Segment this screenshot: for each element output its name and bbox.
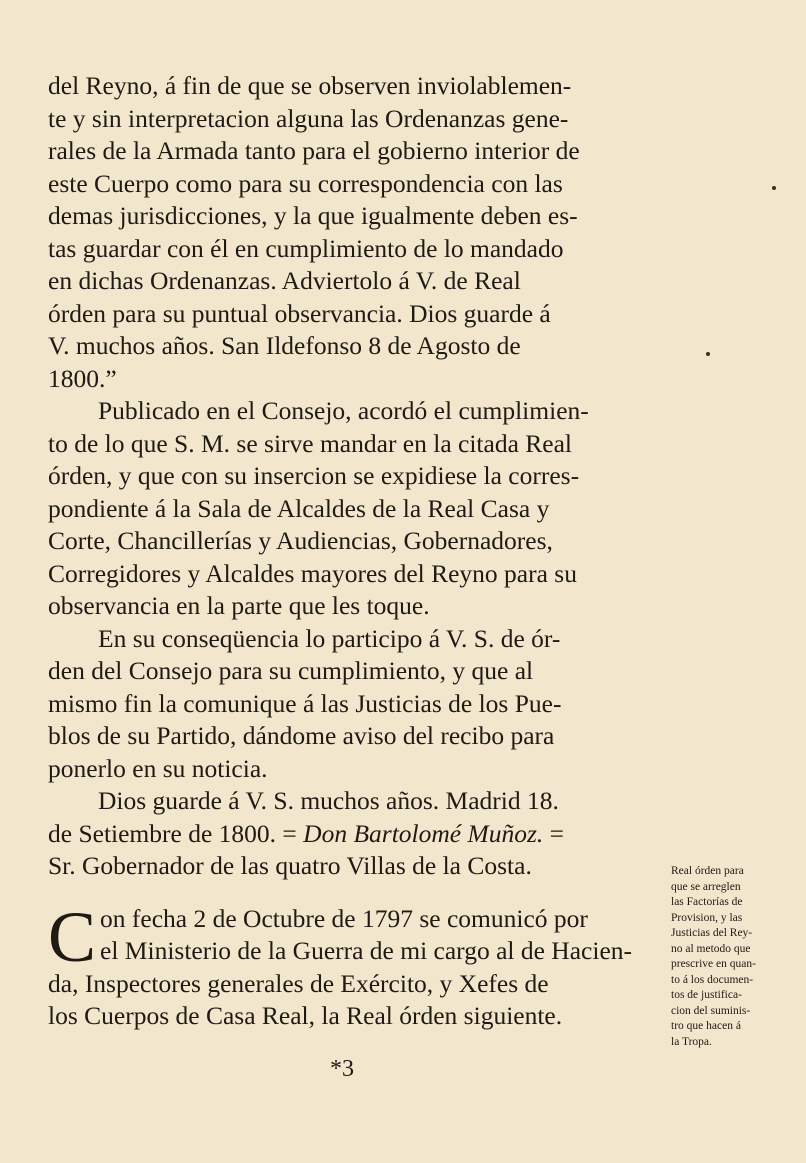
text-line: Publicado en el Consejo, acordó el cumplimien- — [98, 396, 589, 425]
text-line: te y sin interpretacion alguna las Ordenanzas gene- — [48, 103, 569, 133]
ink-speck — [706, 352, 710, 356]
text-line: on fecha 2 de Octubre de 1797 se comunicó por — [100, 903, 588, 933]
text-line: Corte, Chancillerías y Audiencias, Gobernadores, — [48, 526, 553, 555]
text-line: da, Inspectores generales de Exército, y Xefes de — [48, 968, 549, 998]
text-line: V. muchos años. San Ildefonso 8 de Agosto de — [48, 331, 521, 360]
signature: Don Bartolomé Muñoz. — [303, 818, 544, 848]
addressee-line: Sr. Gobernador de las quatro Villas de la Costa. — [48, 851, 532, 880]
margin-note-line: la Tropa. — [671, 1035, 712, 1048]
signature-mark: = — [543, 818, 565, 848]
paragraph-council-publication — [48, 395, 660, 623]
margin-note-line: Provision, y las — [671, 911, 743, 924]
margin-note-line: las Factorías de — [671, 896, 743, 908]
text-line: to de lo que S. M. se sirve mandar en la citada Real — [48, 428, 573, 458]
drop-cap: C — [48, 896, 97, 977]
margin-note-line: prescrive en quan- — [671, 958, 756, 970]
text-line: observancia en la parte que les toque. — [48, 591, 430, 620]
margin-note-line: cion del suminis- — [671, 1004, 751, 1017]
text-line: En su conseqüencia lo participo á V. S. de ór- — [98, 623, 561, 653]
closing-block — [48, 785, 660, 883]
text-line: pondiente á la Sala de Alcaldes de la Real Casa y — [48, 493, 550, 523]
ink-speck — [772, 186, 776, 190]
margin-note-line: tro que hacen á — [671, 1020, 741, 1032]
margin-note-line: Real órden para — [671, 865, 744, 877]
margin-note-line: tos de justifica- — [671, 989, 742, 1001]
text-line: mismo fin la comunique á las Justicias de los Pue- — [48, 688, 562, 718]
text-line: demas jurisdicciones, y la que igualmente deben es- — [48, 201, 578, 230]
margin-note-line: to á los documen- — [671, 973, 754, 986]
text-line: rales de la Armada tanto para el gobierno interior de — [48, 136, 580, 165]
text-line: órden para su puntual observancia. Dios guarde á — [48, 298, 551, 328]
text-line: este Cuerpo como para su correspondencia con las — [48, 168, 563, 198]
section-gap — [48, 883, 660, 903]
text-line: tas guardar con él en cumplimiento de lo mandado — [48, 233, 564, 263]
text-line: Corregidores y Alcaldes mayores del Reyno para su — [48, 558, 577, 588]
closing-date: de Setiembre de 1800. = — [48, 818, 304, 848]
text-line: ponerlo en su noticia. — [48, 753, 268, 783]
paragraph-new-order — [48, 896, 660, 1033]
margin-note-line: que se arreglen — [671, 880, 741, 893]
text-line: en dichas Ordenanzas. Adviertolo á V. de Real — [48, 266, 521, 295]
text-line: órden, y que con su insercion se expidiese la corres- — [48, 461, 580, 490]
main-text-column — [48, 70, 660, 1033]
text-line: blos de su Partido, dándome aviso del recibo para — [48, 721, 555, 750]
margin-note — [671, 864, 797, 1050]
text-line: los Cuerpos de Casa Real, la Real órden siguiente. — [48, 1001, 563, 1030]
text-line: del Reyno, á fin de que se observen inviolablemen- — [48, 71, 572, 100]
signature-mark-catchword: *3 — [330, 1056, 354, 1082]
margin-note-line: Justicias del Rey- — [671, 927, 753, 939]
closing-line: Dios guarde á V. S. muchos años. Madrid 18. — [98, 786, 559, 815]
margin-note-line: no al metodo que — [671, 942, 751, 955]
closing-date-line — [48, 818, 660, 851]
text-line: den del Consejo para su cumplimiento, y que al — [48, 656, 534, 685]
text-line: 1800.” — [48, 363, 117, 393]
text-line: el Ministerio de la Guerra de mi cargo al de Hacien- — [100, 936, 633, 965]
paragraph-consequence — [48, 623, 660, 786]
paragraph-royal-order-end — [48, 70, 660, 395]
